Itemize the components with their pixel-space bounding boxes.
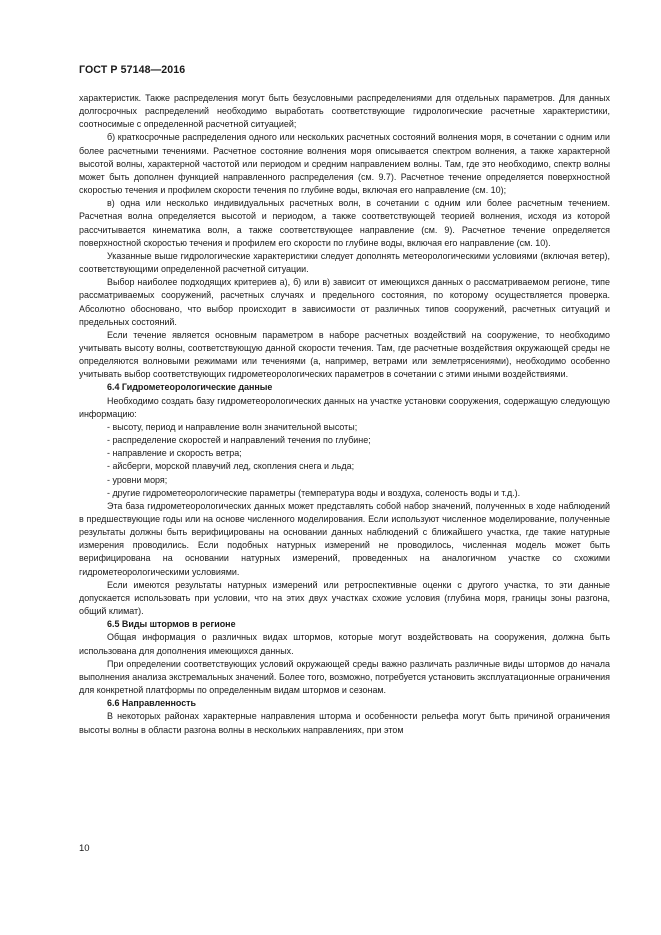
paragraph: В некоторых районах характерные направления шторма и особенности рельефа могут быть причиной ограничения высоты волны в области разгона волны в нескольких направлениях, при этом [79,711,610,735]
list-item: - распределение скоростей и направлений течения по глубине; [107,435,371,446]
paragraph: Если течение является основным параметром в наборе расчетных воздействий на сооружение, то необходимо учитывать высоту волны, соответствующую данной скорости течения. Там, где расчетные воздействия окружающей среды не определяются волновыми режимами или течениями (а, например, ветрами или землетрясениями), необходимо особенно учитывать выбор соответствующих гидрометеорологических параметров в сочетании с этими иными воздействиями. [79,329,610,380]
paragraph: Указанные выше гидрологические характеристики следует дополнять метеорологическими условиями (включая ветер), соответствующими определенной расчетной ситуации. [79,250,610,275]
standard-header: ГОСТ Р 57148—2016 [79,64,186,76]
list-item: - высоту, период и направление волн значительной высоты; [107,421,358,432]
paragraph: б) краткосрочные распределения одного или нескольких расчетных состояний волнения моря, в сочетании с одним или более расчетными течениями. Расчетное состояние волнения моря описывается спектром волнения, а также характерной высотой волны, характерной частотой или периодом и средним направлением волны. Там, где это необходимо, спектр волны может быть дополнен функцией направленного распределения (см. 9.7). Расчетное течение определяется поверхностной скоростью течения и профилем скорости течения по глубине воды, включая его направление (см. 10); [79,132,610,196]
document-body [79,92,610,737]
list-item: - направление и скорость ветра; [107,448,242,459]
paragraph: Если имеются результаты натурных измерений или ретроспективные оценки с другого участка, то эти данные допускается использовать при условии, что на этих двух участках схожие условия (глубина моря, границы зоны разгона, общий климат). [79,579,610,617]
section-heading: 6.6 Направленность [107,698,197,709]
paragraph: в) одна или несколько индивидуальных расчетных волн, в сочетании с одним или более расчетным течением. Расчетная волна определяется высотой и периодом, а также соответствующей теорией волнения, исходя из которой рассчитывается кинематика волн, а также соответствующее направление (см. 9). Расчетное течение определяется поверхностной скоростью течения и профилем его скорости по глубине воды, включая его направление (см. 10). [79,198,610,248]
section-heading: 6.4 Гидрометеорологические данные [107,382,273,393]
list-item: - уровни моря; [107,474,168,485]
page-number: 10 [79,843,90,854]
paragraph: Общая информация о различных видах штормов, которые могут воздействовать на сооружения, должна быть использована для дополнения имеющихся данных. [79,632,610,656]
paragraph: При определении соответствующих условий окружающей среды важно различать различные виды штормов до начала выполнения анализа экстремальных значений. Более того, возможно, потребуется установить эксплуатационные ограничения для конкретной платформы по определенным видам штормов и сезонам. [79,658,610,696]
paragraph: Эта база гидрометеорологических данных может представлять собой набор значений, полученных в ходе наблюдений в предшествующие годы или на основе численного моделирования. Если используют численное моделирование, полученные результаты должны быть верифицированы на основании данных наблюдений с ближайшего участка, где такие натурные измерения проводились. Если подобных натурных измерений не проводилось, численная модель может быть верифицирована на основании натурных измерений, проведенных на аналогичном участке со схожими гидрометеорологическими условиями. [79,500,610,577]
list-item: - другие гидрометеорологические параметры (температура воды и воздуха, соленость воды и т.д.). [107,487,521,498]
paragraph: характеристик. Также распределения могут быть безусловными распределениями для отдельных параметров. Для данных долгосрочных распределений необходимо выработать соответствующие гидрологические расчетные характеристики, соотносимые с определенной расчетной ситуацией; [79,93,610,130]
list-item: - айсберги, морской плавучий лед, скопления снега и льда; [107,461,355,472]
section-heading: 6.5 Виды штормов в регионе [107,619,236,630]
paragraph: Необходимо создать базу гидрометеорологических данных на участке установки сооружения, содержащую следующую информацию: [79,395,610,419]
paragraph: Выбор наиболее подходящих критериев а), б) или в) зависит от имеющихся данных о рассматриваемом регионе, типе рассматриваемых сооружений, расчетных случаях и предельного состояния, по которому осуществляется проверка. Абсолютно обосновано, что выбор происходит в зависимости от различных типов сооружений, расчетных ситуаций и предельных состояний. [79,277,610,327]
